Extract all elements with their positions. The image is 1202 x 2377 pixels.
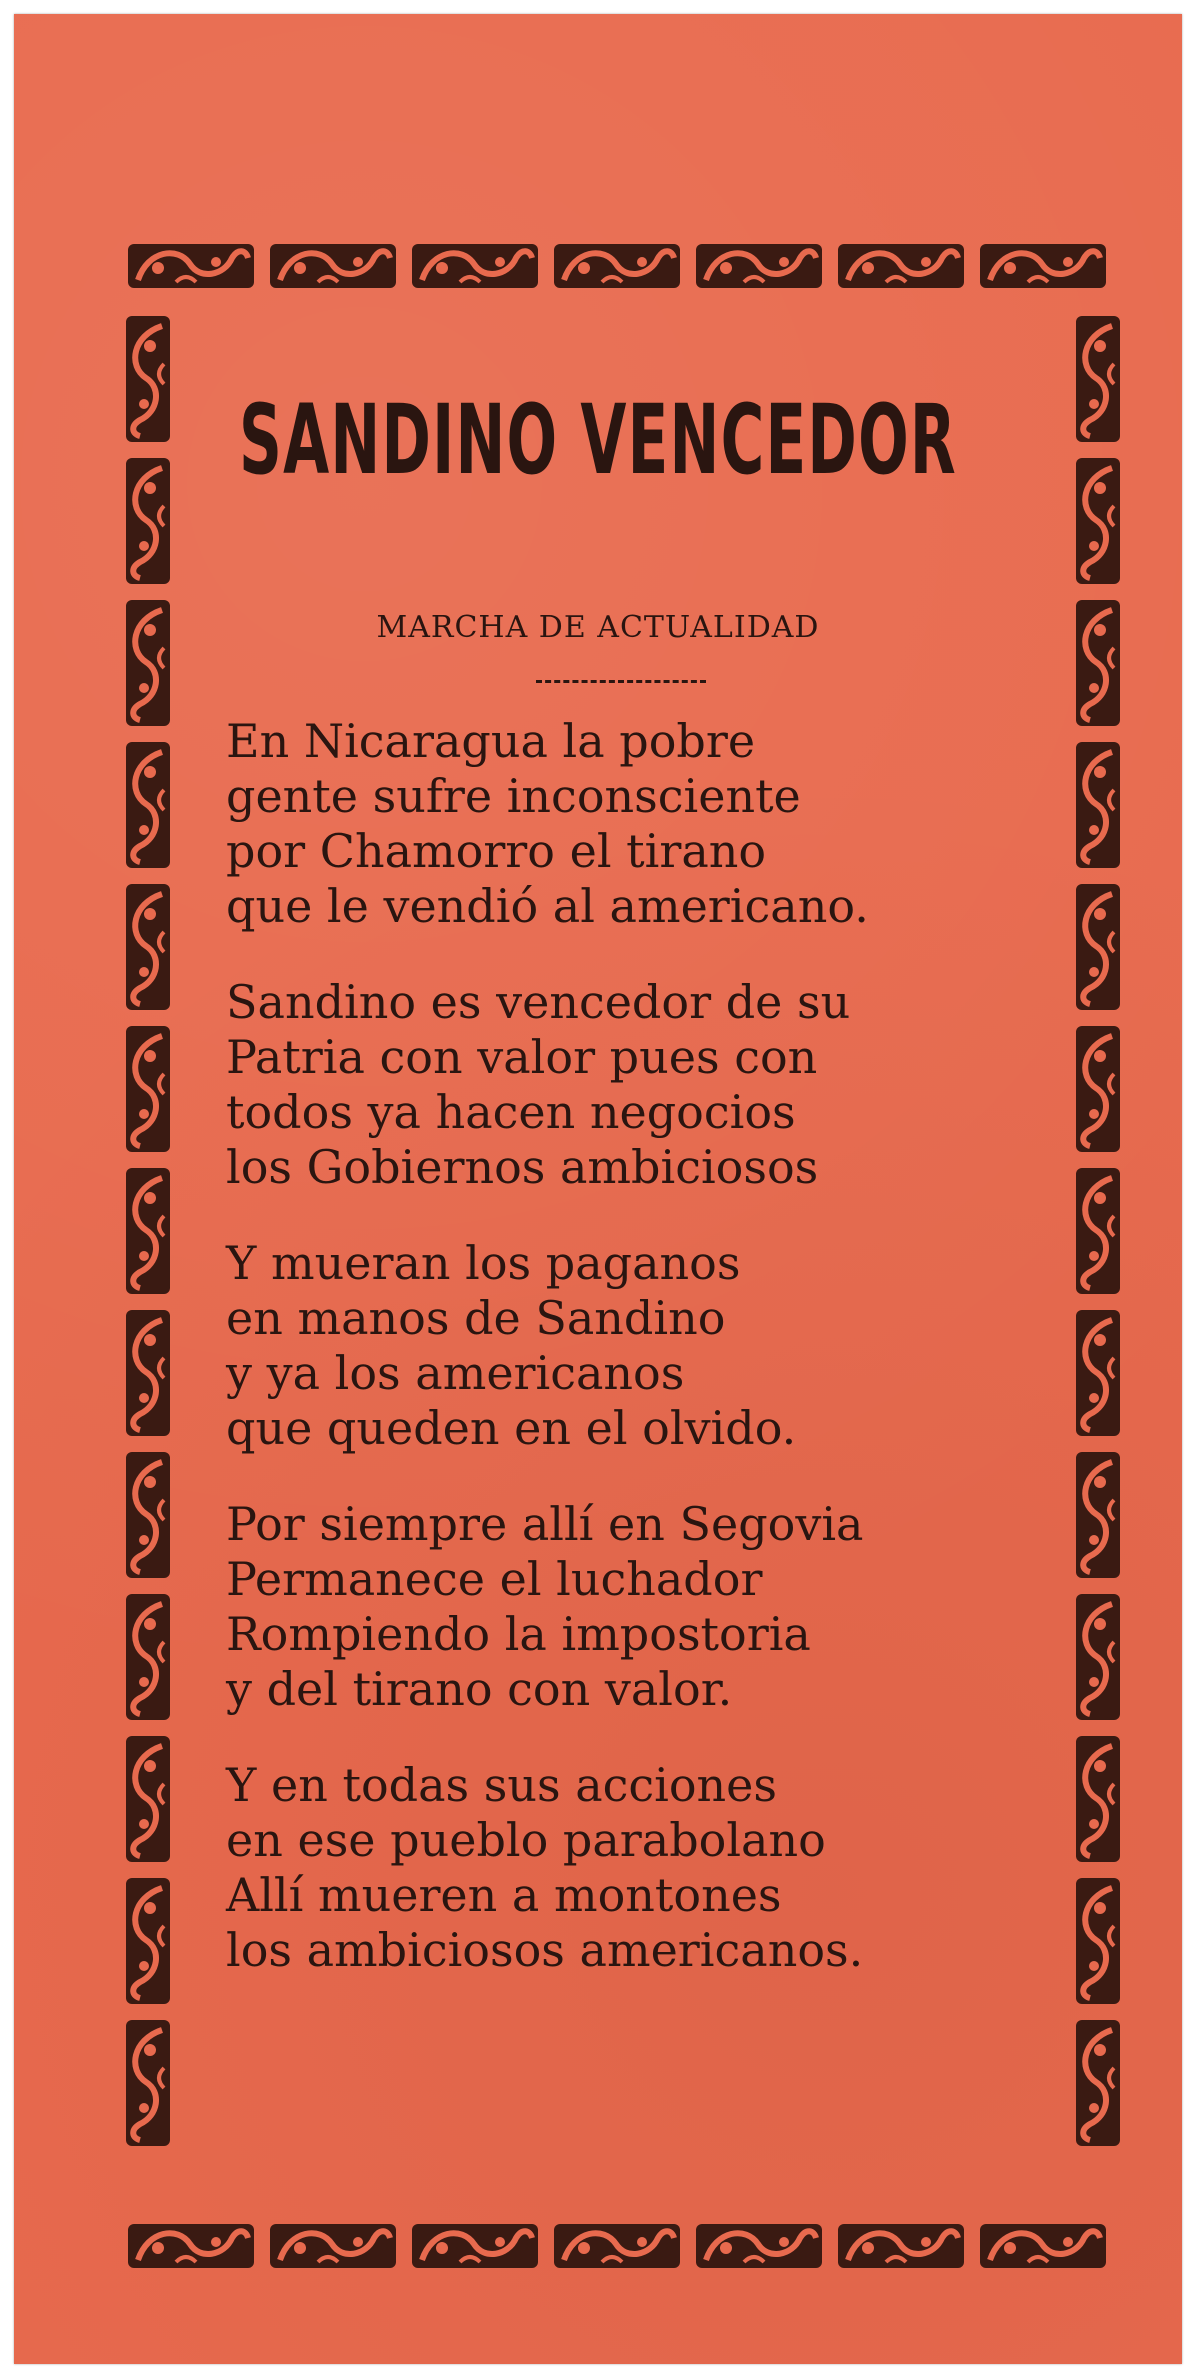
poem-line: que queden en el olvido. <box>226 1401 797 1455</box>
poem-line: y del tirano con valor. <box>226 1662 733 1716</box>
poem-line: Y en todas sus acciones <box>226 1758 778 1812</box>
page-title: SANDINO VENCEDOR <box>239 384 957 496</box>
poem-line: Allí mueren a montones <box>226 1868 782 1922</box>
poem-line: gente sufre inconsciente <box>226 769 801 823</box>
poem-line: Permanece el luchador <box>226 1552 763 1606</box>
stanza <box>226 1758 1046 1978</box>
poem-line: En Nicaragua la pobre <box>226 714 756 768</box>
poem-line: los ambiciosos americanos. <box>226 1923 864 1977</box>
stanza <box>226 975 1046 1195</box>
poem-line: Rompiendo la impostoria <box>226 1607 811 1661</box>
leaflet-sheet <box>14 14 1182 2364</box>
poem-line: que le vendió al americano. <box>226 879 869 933</box>
poem-line: Patria con valor pues con <box>226 1030 818 1084</box>
poem-line: todos ya hacen negocios <box>226 1085 796 1139</box>
poem-line: Sandino es vencedor de su <box>226 975 851 1029</box>
leaflet-content <box>14 14 1182 2364</box>
stanza <box>226 1236 1046 1456</box>
poem-line: y ya los americanos <box>226 1346 685 1400</box>
poem-line: Y mueran los paganos <box>226 1236 741 1290</box>
poem-line: Por siempre allí en Segovia <box>226 1497 864 1551</box>
poem <box>226 714 1046 2019</box>
poem-line: por Chamorro el tirano <box>226 824 767 878</box>
poem-line: los Gobiernos ambiciosos <box>226 1140 819 1194</box>
stanza <box>226 714 1046 934</box>
poem-line: en ese pueblo parabolano <box>226 1813 826 1867</box>
poem-line: en manos de Sandino <box>226 1291 726 1345</box>
stanza <box>226 1497 1046 1717</box>
page-subtitle: MARCHA DE ACTUALIDAD <box>376 610 820 645</box>
divider <box>536 680 706 683</box>
